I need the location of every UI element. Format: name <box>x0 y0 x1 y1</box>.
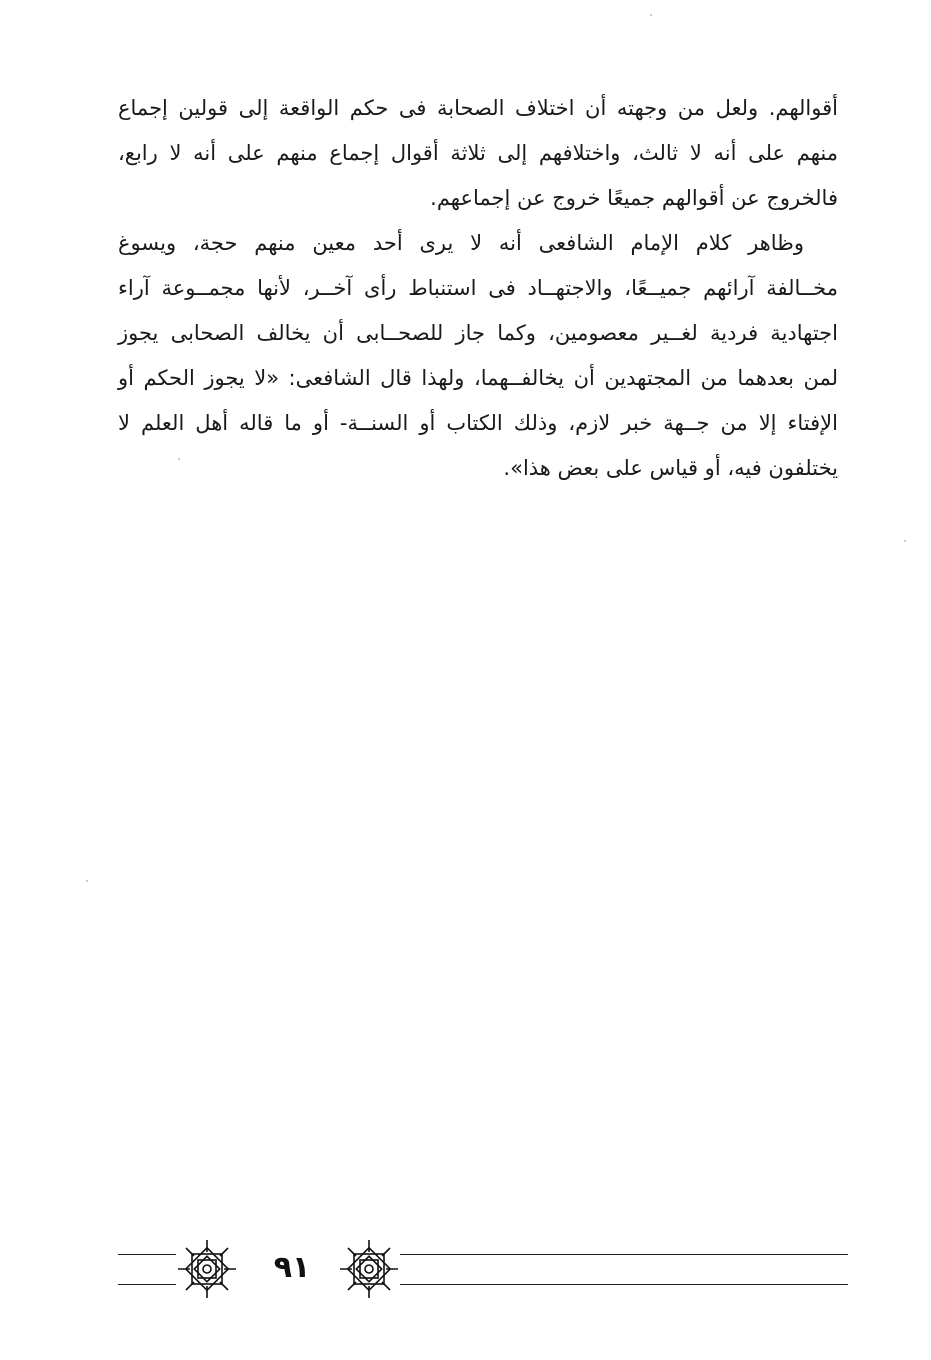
footer-rule-right-bottom <box>400 1284 848 1285</box>
octagram-ornament-icon <box>338 1238 400 1300</box>
footer-rule-left-bottom <box>118 1284 176 1285</box>
paragraph-1 <box>118 86 838 221</box>
text-line: لمن بعدهما من المجتهدين أن يخالفــهما، ولهذا قال الشافعى: «لا يجوز الحكم أو <box>118 366 838 390</box>
scan-speck <box>650 14 652 16</box>
scan-speck <box>86 880 88 882</box>
text-line: يختلفون فيه، أو قياس على بعض هذا». <box>503 456 838 480</box>
scan-speck <box>904 540 906 542</box>
text-line: اجتهادية فردية لغــير معصومين، وكما جاز للصحــابى أن يخالف الصحابى يجوز <box>118 321 838 345</box>
text-line: أقوالهم. ولعل من وجهته أن اختلاف الصحابة فى حكم الواقعة إلى قولين إجماع <box>118 96 838 120</box>
text-line: منهم على أنه لا ثالث، واختلافهم إلى ثلاثة أقوال إجماع منهم على أنه لا رابع، <box>118 141 838 165</box>
text-line: مخــالفة آرائهم جميــعًا، والاجتهــاد فى استنباط رأى آخــر، لأنها مجمــوعة آراء <box>118 276 838 300</box>
page-number: ٩١ <box>273 1250 311 1285</box>
scan-speck <box>178 458 180 460</box>
paragraph-2 <box>118 221 838 491</box>
footer-rule-right-top <box>400 1254 848 1255</box>
text-line: وظاهر كلام الإمام الشافعى أنه لا يرى أحد معين منهم حجة، ويسوغ <box>118 231 804 255</box>
octagram-ornament-icon <box>176 1238 238 1300</box>
footer-rule-left-top <box>118 1254 176 1255</box>
text-line: فالخروج عن أقوالهم جميعًا خروج عن إجماعهم. <box>430 186 838 210</box>
text-line: الإفتاء إلا من جــهة خبر لازم، وذلك الكتاب أو السنــة- أو ما قاله أهل العلم لا <box>118 411 838 435</box>
body-text <box>118 86 838 491</box>
